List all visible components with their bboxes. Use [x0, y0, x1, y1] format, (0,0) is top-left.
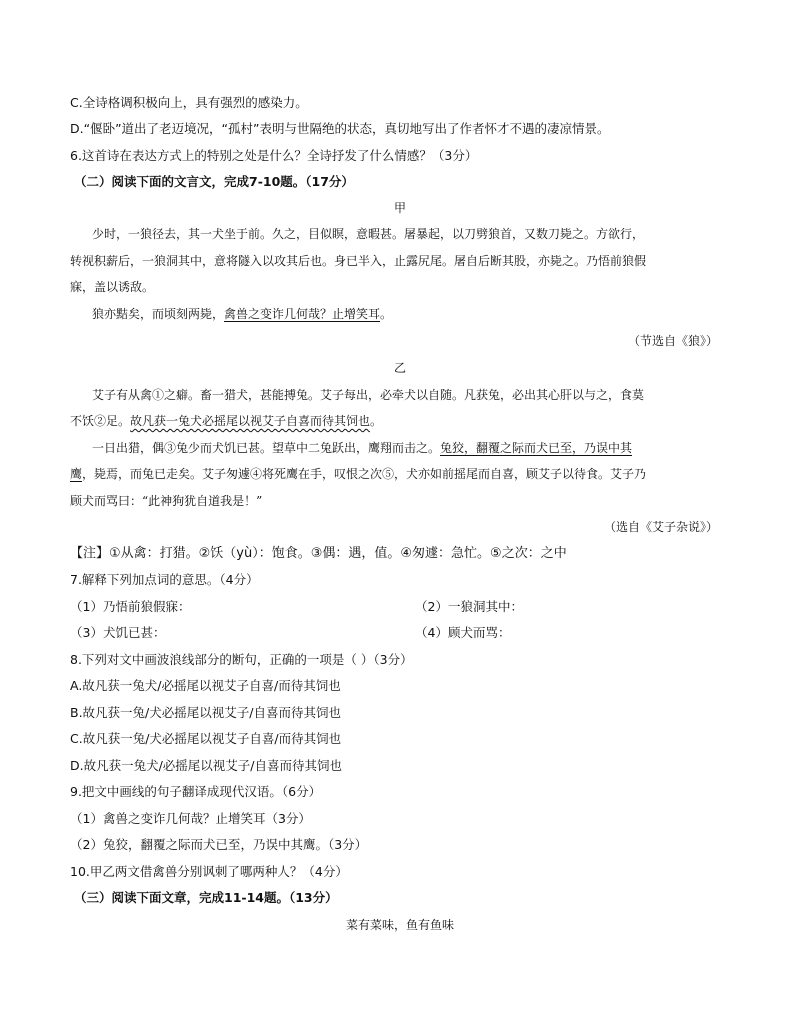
q7-row2 [70, 625, 730, 641]
q8-option-a: A.故凡获一兔犬/必摇尾以视艾子自喜/而待其饲也 [70, 678, 341, 693]
yi-source: （选自《艾子杂说》） [603, 520, 718, 534]
q5-option-c: C.全诗格调积极向上，具有强烈的感染力。 [70, 95, 308, 110]
q8-option-d: D.故凡获一兔犬/必摇尾以视艾子/自喜而待其饲也 [70, 758, 343, 773]
jia-paragraph1-line1: 少时，一狼径去，其一犬坐于前。久之，目似瞑，意暇甚。屠暴起，以刀劈狼首，又数刀毙之。方欲行， [92, 227, 645, 241]
q9-stem: 9.把文中画线的句子翻译成现代汉语。（6分） [70, 784, 322, 799]
yi-underlined-sentence-part1: 兔狡，翻覆之际而犬已至，乃误中其 [440, 441, 633, 455]
jia-paragraph1-line3: 寐，盖以诱敌。 [70, 280, 155, 294]
yi-paragraph1-line2 [70, 413, 730, 429]
yi-p2-line2-rest: ，毙焉，而兔已走矣。艾子匆遽④将死鹰在手，叹恨之次⑤，犬亦如前摇尾而自喜，顾艾子以待食。艾子乃 [82, 467, 647, 481]
section3-heading: （三）阅读下面文章，完成11-14题。（13分） [74, 890, 338, 905]
q6-question: 6.这首诗在表达方式上的特别之处是什么？全诗抒发了什么情感？（3分） [70, 148, 478, 163]
jia-p2-suffix: 。 [380, 307, 393, 321]
q10-question: 10.甲乙两文借禽兽分别讽刺了哪两种人？（4分） [70, 864, 348, 879]
q7-item-3: （3）犬饥已甚： [70, 625, 166, 640]
q7-row1 [70, 599, 730, 615]
yi-p1-suffix: 。 [370, 414, 383, 428]
q7-stem: 7.解释下列加点词的意思。（4分） [70, 572, 259, 587]
jia-p2-prefix: 狼亦黠矣，而顷刻两毙， [92, 307, 225, 321]
q7-item-4: （4）顾犬而骂： [415, 625, 511, 640]
section2-heading: （二）阅读下面的文言文，完成7-10题。（17分） [74, 174, 354, 189]
jia-paragraph1-line2: 转视积薪后，一狼洞其中，意将隧入以攻其后也。身已半入，止露尻尾。屠自后断其股，亦毙之。乃悟前狼假 [70, 254, 647, 268]
section3-article-title: 菜有菜味，鱼有鱼味 [345, 918, 454, 932]
yi-p1-prefix: 不饫②足。 [70, 414, 131, 428]
yi-paragraph2-line1 [92, 440, 730, 456]
q8-stem: 8.下列对文中画波浪线部分的断句，正确的一项是（ ）（3分） [70, 652, 413, 667]
q8-option-b: B.故凡获一兔/犬必摇尾以视艾子/自喜而待其饲也 [70, 705, 341, 720]
yi-p2-prefix: 一日出猎，偶③兔少而犬饥已甚。望草中二兔跃出，鹰翔而击之。 [92, 441, 441, 455]
yi-wavy-line-sentence: 故凡获一兔犬必摇尾以视艾子自喜而待其饲也 [130, 414, 371, 428]
q9-item-1: （1）禽兽之变诈几何哉？止增笑耳（3分） [70, 811, 311, 826]
q8-option-c: C.故凡获一兔/犬必摇尾以视艾子自喜/而待其饲也 [70, 731, 342, 746]
q5-option-d: D.“偃卧”道出了老迈境况，“孤村”表明与世隔绝的状态，真切地写出了作者怀才不遇的凄凉情景。 [70, 121, 610, 136]
yi-paragraph2-line2 [70, 466, 730, 482]
jia-paragraph2 [92, 306, 730, 322]
passage-yi-label: 乙 [393, 361, 406, 375]
q7-item-1: （1）乃悟前狼假寐： [70, 599, 191, 614]
yi-paragraph2-line3: 顾犬而骂曰：“此神狗犹自道我是！” [70, 494, 263, 508]
annotation-note: 【注】①从禽：打猎。②饫（yù）：饱食。③偶：遇，值。④匆遽：急忙。⑤之次：之中 [70, 546, 567, 561]
q7-item-2: （2）一狼洞其中： [415, 599, 523, 614]
yi-paragraph1-line1: 艾子有从禽①之癖。畜一猎犬，甚能搏兔。艾子每出，必牵犬以自随。凡获兔，必出其心肝以与之，食莫 [92, 388, 645, 402]
jia-underlined-sentence: 禽兽之变诈几何哉？止增笑耳 [224, 307, 381, 321]
q9-item-2: （2）兔狡，翻覆之际而犬已至，乃误中其鹰。（3分） [70, 837, 368, 852]
passage-jia-label: 甲 [393, 201, 406, 215]
jia-source: （节选自《狼》） [627, 334, 718, 348]
yi-underlined-sentence-part2: 鹰 [70, 467, 83, 481]
